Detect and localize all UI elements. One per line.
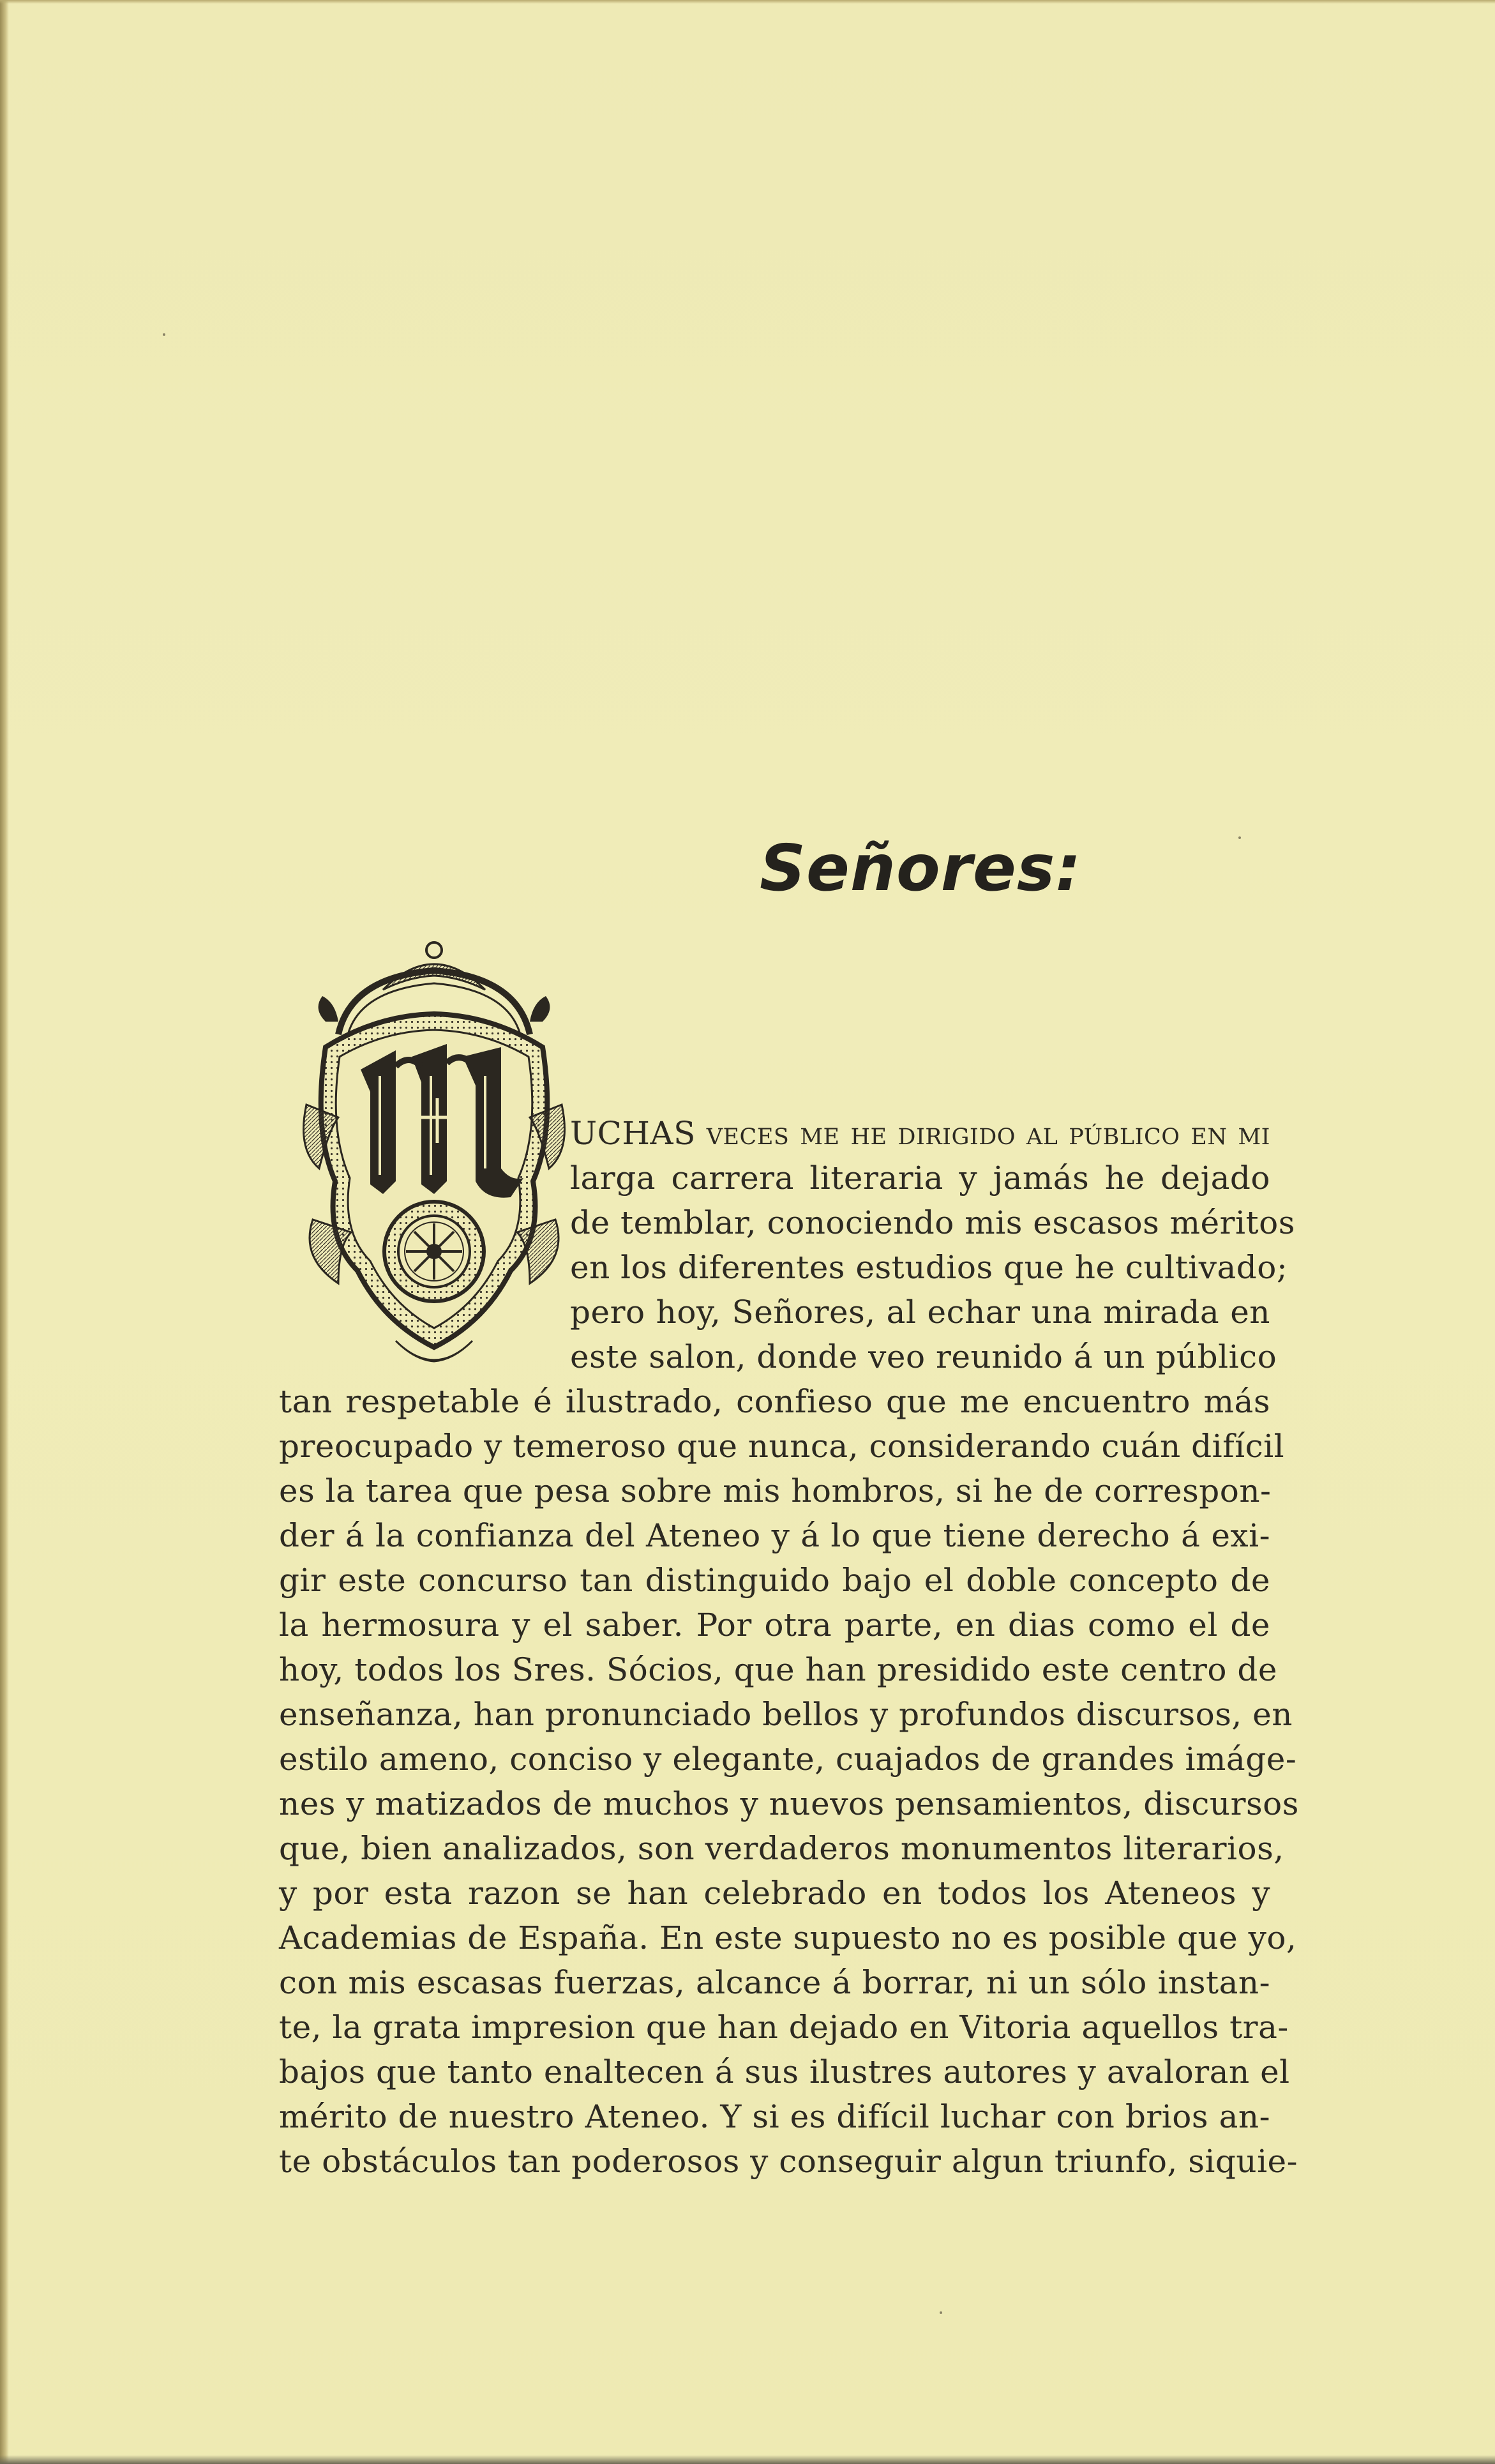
text-line: larga carrera literaria y jamás he dejado bbox=[570, 1160, 1270, 1197]
text-line: tan respetable é ilustrado, confieso que me encuentro más bbox=[279, 1383, 1270, 1420]
page-heading: Señores: bbox=[760, 831, 1082, 905]
text-line: es la tarea que pesa sobre mis hombros, si he de correspon- bbox=[279, 1472, 1272, 1509]
text-line: te, la grata impresion que han dejado en Vitoria aquellos tra- bbox=[279, 2009, 1289, 2046]
text-line: nes y matizados de muchos y nuevos pensamientos, discursos bbox=[279, 1785, 1299, 1822]
ornamental-initial-m bbox=[300, 939, 568, 1373]
paper-speck bbox=[163, 333, 165, 336]
text-line: estilo ameno, conciso y elegante, cuajados de grandes imáge- bbox=[279, 1741, 1297, 1778]
text-line: de temblar, conociendo mis escasos méritos bbox=[570, 1204, 1295, 1241]
text-line: mérito de nuestro Ateneo. Y si es difícil luchar con brios an- bbox=[279, 2098, 1270, 2135]
text-line: este salon, donde veo reunido á un público bbox=[570, 1338, 1277, 1375]
text-line: preocupado y temeroso que nunca, considerando cuán difícil bbox=[279, 1428, 1285, 1465]
paper-speck bbox=[940, 2311, 942, 2314]
text-line: gir este concurso tan distinguido bajo el doble concepto de bbox=[279, 1562, 1270, 1599]
text-line: enseñanza, han pronunciado bellos y profundos discursos, en bbox=[279, 1696, 1293, 1733]
page-left-edge bbox=[0, 0, 9, 2464]
initial-rosette bbox=[384, 1202, 484, 1301]
text-line: que, bien analizados, son verdaderos monumentos literarios, bbox=[279, 1830, 1284, 1867]
page-top-edge bbox=[0, 0, 1495, 4]
text-line: der á la confianza del Ateneo y á lo que tiene derecho á exi- bbox=[279, 1517, 1270, 1554]
text-line: bajos que tanto enaltecen á sus ilustres autores y avaloran el bbox=[279, 2053, 1290, 2090]
page-bottom-edge bbox=[0, 2455, 1495, 2464]
text-line: la hermosura y el saber. Por otra parte, en dias como el de bbox=[279, 1606, 1270, 1644]
text-line: te obstáculos tan poderosos y conseguir algun triunfo, siquie- bbox=[279, 2143, 1298, 2180]
paper-speck bbox=[1238, 836, 1241, 839]
text-line: en los diferentes estudios que he cultivado; bbox=[570, 1249, 1288, 1286]
text-line: y por esta razon se han celebrado en todos los Ateneos y bbox=[279, 1875, 1270, 1912]
text-line: con mis escasas fuerzas, alcance á borrar, ni un sólo instan- bbox=[279, 1964, 1270, 2001]
text-line: Academias de España. En este supuesto no es posible que yo, bbox=[279, 1919, 1297, 1956]
text-line: hoy, todos los Sres. Sócios, que han presidido este centro de bbox=[279, 1651, 1277, 1688]
text-line: UCHAS veces me he dirigido al público en mi bbox=[570, 1115, 1270, 1152]
initial-letter-m bbox=[361, 1044, 523, 1198]
text-line: pero hoy, Señores, al echar una mirada en bbox=[570, 1294, 1270, 1331]
